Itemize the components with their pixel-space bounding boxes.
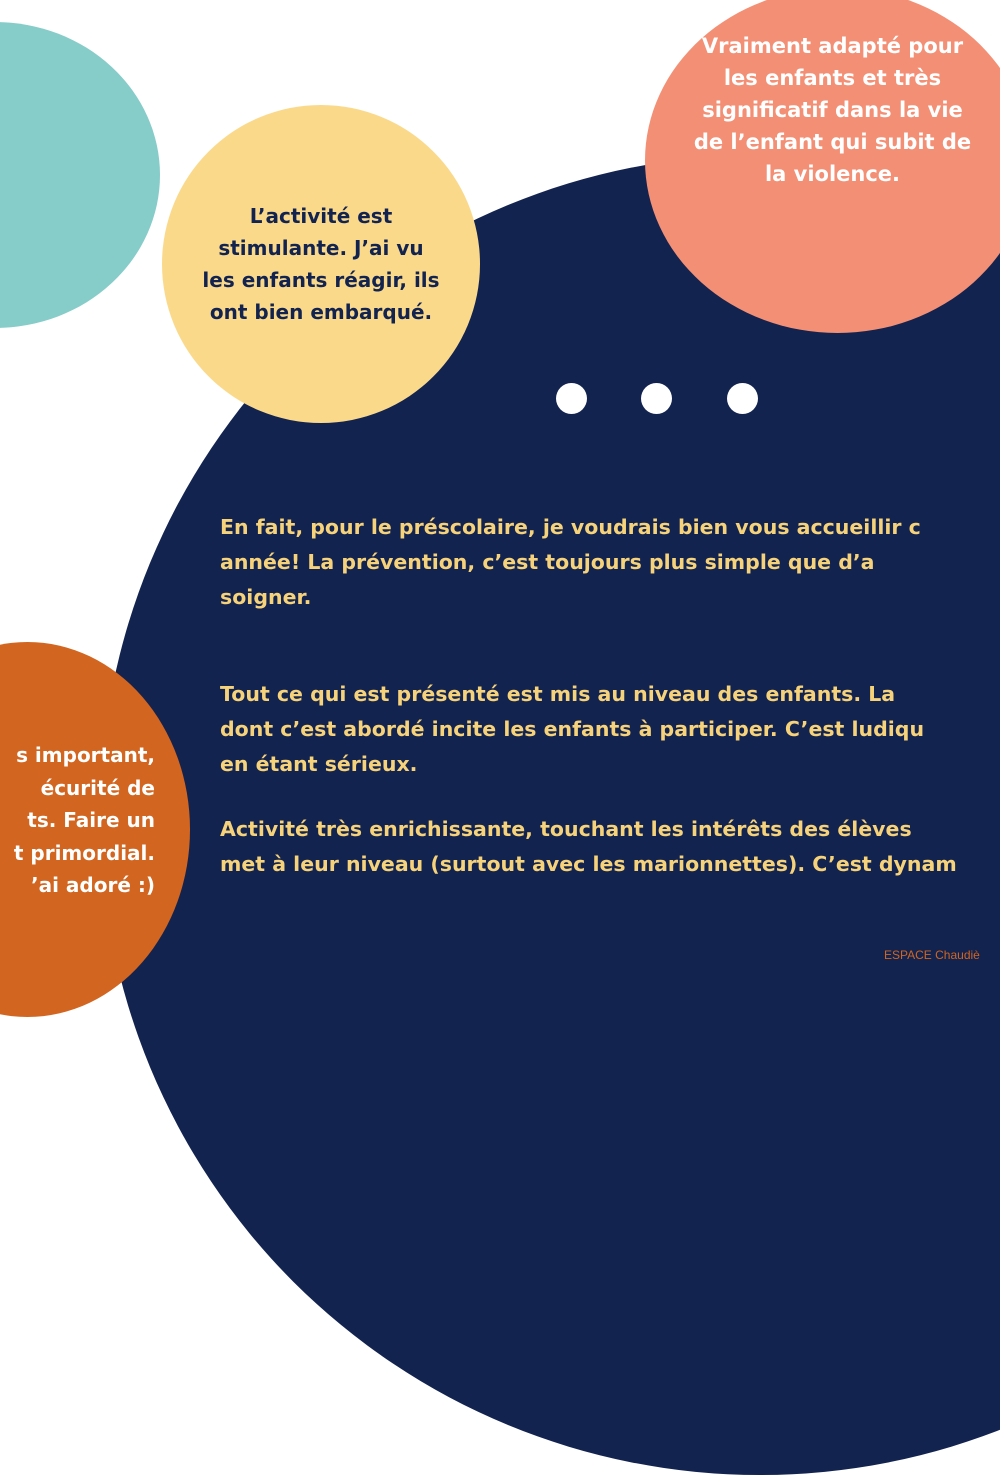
- ellipsis-dot-icon: [556, 383, 587, 414]
- testimonial-bubble-yellow: [162, 105, 480, 423]
- testimonial-text-orange: s important, écurité de ts. Faire un t primordial. ’ai adoré :): [13, 743, 155, 897]
- ellipsis-dot-icon: [641, 383, 672, 414]
- ellipsis-dot-icon: [727, 383, 758, 414]
- comment-preschool: En fait, pour le préscolaire, je voudrais bien vous accueillir c année! La prévention, c’est toujours plus simple que d’a soigner.: [220, 515, 921, 609]
- testimonial-text-yellow: L’activité est stimulante. J’ai vu les enfants réagir, ils ont bien embarqué.: [202, 204, 440, 324]
- comment-level: Tout ce qui est présenté est mis au niveau des enfants. La dont c’est abordé incite les enfants à participer. C’est ludiqu en étant sérieux.: [220, 682, 925, 776]
- comment-enriching: Activité très enrichissante, touchant les intérêts des élèves met à leur niveau (surtout avec les marionnettes). C’est dynam: [220, 817, 957, 876]
- testimonial-bubble-teal: [0, 22, 160, 328]
- testimonial-text-salmon: Vraiment adapté pour les enfants et très significatif dans la vie de l’enfant qui subit de la violence.: [693, 34, 972, 186]
- footer-brand: ESPACE Chaudiè: [884, 948, 980, 962]
